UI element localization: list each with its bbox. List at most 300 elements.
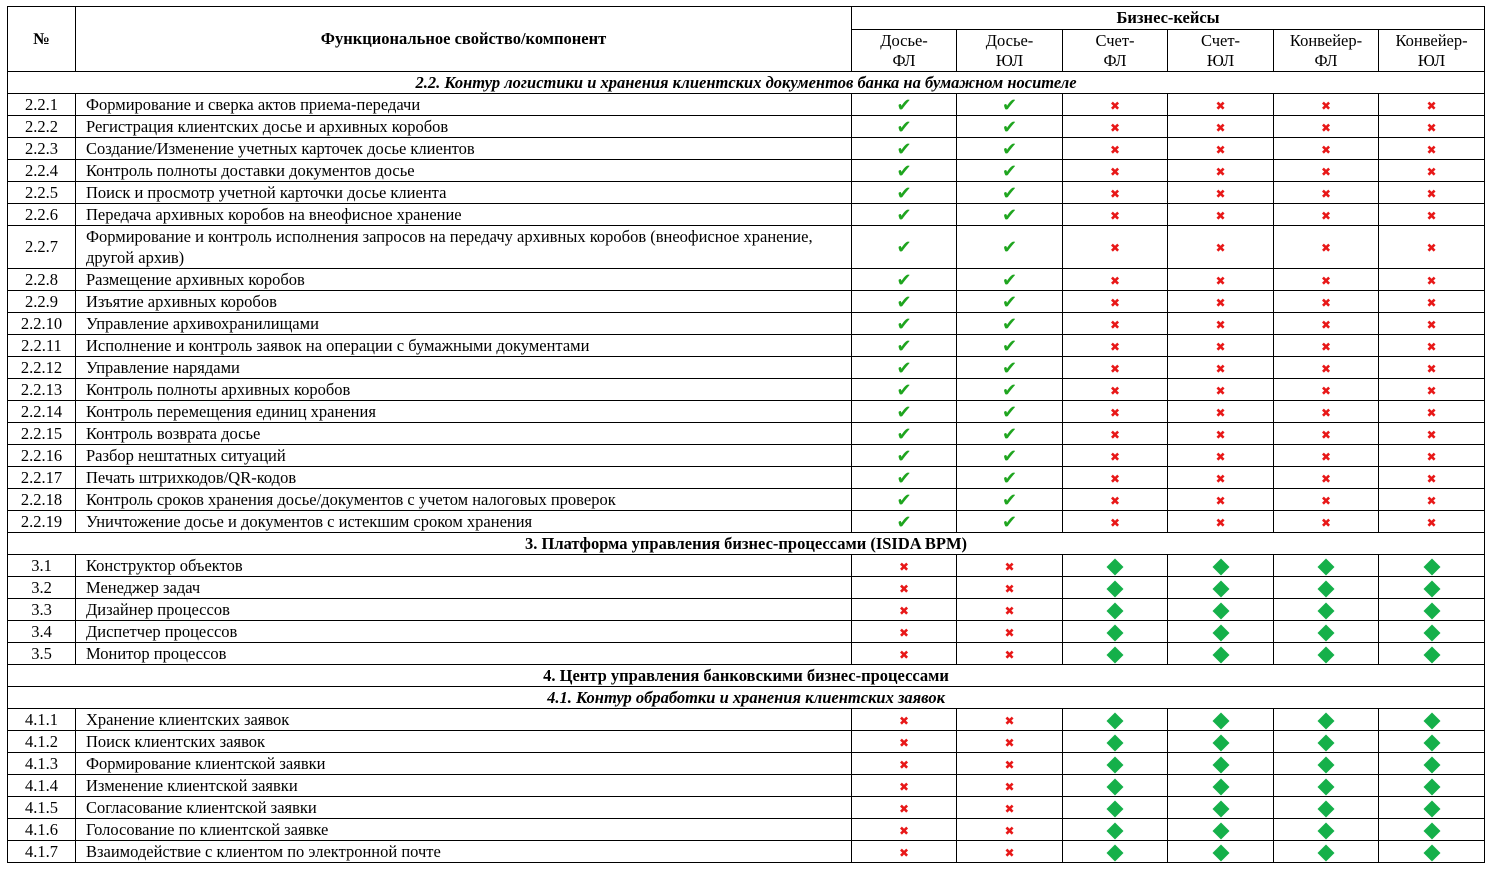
mark-cell [1379,94,1485,116]
mark-cell [957,204,1063,226]
row-number: 2.2.9 [8,291,76,313]
cross-icon: ✖ [1109,339,1121,354]
header-col-line1: Счет- [1200,30,1241,50]
cross-icon: ✖ [1320,405,1332,420]
diamond-icon [1107,844,1124,861]
feature-name: Разбор нештатных ситуаций [76,445,852,467]
feature-name: Изъятие архивных коробов [76,291,852,313]
cross-icon: ✖ [1215,405,1226,420]
check-icon: ✔ [896,116,912,138]
check-icon: ✔ [896,401,912,423]
table-row [8,753,1485,775]
cross-icon: ✖ [1004,801,1015,816]
row-number: 4.1.7 [8,841,76,863]
diamond-icon [1212,778,1229,795]
mark-cell [1379,401,1485,423]
mark-cell [1063,335,1168,357]
mark-cell [1063,841,1168,863]
diamond-icon [1423,756,1440,773]
cross-icon: ✖ [1215,493,1226,508]
section-title: 3. Платформа управления бизнес-процессами (ISIDA BPM) [8,533,1485,555]
cross-icon: ✖ [1426,98,1437,113]
mark-cell [957,709,1063,731]
mark-cell [1168,116,1274,138]
header-col-line2: ЮЛ [1417,50,1446,70]
row-number: 2.2.10 [8,313,76,335]
cross-icon: ✖ [1109,317,1121,332]
cross-icon: ✖ [1004,823,1015,838]
diamond-icon [1318,580,1335,597]
row-number: 4.1.4 [8,775,76,797]
table-row [8,467,1485,489]
cross-icon: ✖ [1215,208,1226,223]
mark-cell [1168,138,1274,160]
mark-cell [1168,401,1274,423]
cross-icon: ✖ [1109,120,1121,135]
mark-cell [1379,731,1485,753]
cross-icon: ✖ [898,647,910,662]
check-icon: ✔ [1001,237,1018,259]
mark-cell [852,643,957,665]
table-row [8,291,1485,313]
mark-cell [1274,116,1379,138]
diamond-icon [1318,844,1335,861]
mark-cell [1168,467,1274,489]
cross-icon: ✖ [1320,142,1332,157]
mark-cell [852,138,957,160]
mark-cell [957,445,1063,467]
table-row [8,599,1485,621]
table-row [8,226,1485,269]
diamond-icon [1423,580,1440,597]
mark-cell [1168,797,1274,819]
mark-cell [1063,226,1168,269]
section-title: 4.1. Контур обработки и хранения клиентских заявок [8,687,1485,709]
mark-cell [957,643,1063,665]
mark-cell [852,182,957,204]
table-row [8,709,1485,731]
diamond-icon [1107,646,1124,663]
header-col-line2: ФЛ [892,50,916,70]
diamond-icon [1107,734,1124,751]
diamond-icon [1212,558,1229,575]
feature-name: Размещение архивных коробов [76,269,852,291]
mark-cell [852,731,957,753]
mark-cell [1274,138,1379,160]
mark-cell [852,555,957,577]
cross-icon: ✖ [898,757,910,772]
feature-name: Контроль возврата досье [76,423,852,445]
mark-cell [1379,445,1485,467]
mark-cell [1274,841,1379,863]
cross-icon: ✖ [1426,449,1437,464]
mark-cell [1168,445,1274,467]
feature-name: Поиск и просмотр учетной карточки досье клиента [76,182,852,204]
mark-cell [1063,291,1168,313]
mark-cell [1274,204,1379,226]
mark-cell [1274,753,1379,775]
diamond-icon [1212,756,1229,773]
mark-cell [1063,423,1168,445]
cross-icon: ✖ [1426,295,1437,310]
mark-cell [852,467,957,489]
cross-icon: ✖ [1426,515,1437,530]
row-number: 2.2.18 [8,489,76,511]
diamond-icon [1318,712,1335,729]
mark-cell [1379,489,1485,511]
check-icon: ✔ [896,489,912,511]
mark-cell [1379,511,1485,533]
mark-cell [852,269,957,291]
cross-icon: ✖ [1426,339,1437,354]
mark-cell [1168,599,1274,621]
mark-cell [852,423,957,445]
mark-cell [852,489,957,511]
mark-cell [1168,291,1274,313]
feature-name: Контроль перемещения единиц хранения [76,401,852,423]
diamond-icon [1318,756,1335,773]
cross-icon: ✖ [1426,317,1437,332]
mark-cell [957,841,1063,863]
mark-cell [1379,357,1485,379]
mark-cell [1274,269,1379,291]
feature-name: Диспетчер процессов [76,621,852,643]
header-col-2 [957,30,1063,72]
mark-cell [1168,577,1274,599]
diamond-icon [1107,822,1124,839]
cross-icon: ✖ [1426,471,1437,486]
mark-cell [1379,379,1485,401]
mark-cell [852,577,957,599]
diamond-icon [1318,558,1335,575]
check-icon: ✔ [896,511,912,533]
diamond-icon [1212,822,1229,839]
cross-icon: ✖ [1320,186,1332,201]
diamond-icon [1423,624,1440,641]
mark-cell [1063,357,1168,379]
cross-icon: ✖ [1320,471,1332,486]
diamond-icon [1423,602,1440,619]
mark-cell [957,797,1063,819]
diamond-icon [1318,646,1335,663]
cross-icon: ✖ [898,581,910,596]
mark-cell [1063,621,1168,643]
cross-icon: ✖ [1426,142,1437,157]
header-col-line1: Конвейер- [1289,30,1363,50]
check-icon: ✔ [896,94,912,116]
mark-cell [957,116,1063,138]
mark-cell [1274,401,1379,423]
check-icon: ✔ [1001,269,1018,291]
row-number: 2.2.6 [8,204,76,226]
cross-icon: ✖ [1320,295,1332,310]
row-number: 3.2 [8,577,76,599]
check-icon: ✔ [1001,182,1018,204]
feature-matrix-table [7,6,1485,863]
row-number: 4.1.3 [8,753,76,775]
mark-cell [1168,709,1274,731]
diamond-icon [1107,580,1124,597]
diamond-icon [1212,646,1229,663]
mark-cell [957,577,1063,599]
cross-icon: ✖ [1215,142,1226,157]
feature-name: Взаимодействие с клиентом по электронной почте [76,841,852,863]
mark-cell [1274,445,1379,467]
cross-icon: ✖ [1215,295,1226,310]
mark-cell [1379,335,1485,357]
feature-name: Управление нарядами [76,357,852,379]
table-row [8,841,1485,863]
mark-cell [852,335,957,357]
check-icon: ✔ [1001,489,1018,511]
row-number: 2.2.12 [8,357,76,379]
mark-cell [1063,160,1168,182]
header-col-3 [1063,30,1168,72]
mark-cell [1379,643,1485,665]
mark-cell [1379,841,1485,863]
mark-cell [852,599,957,621]
cross-icon: ✖ [1426,241,1437,256]
table-row [8,335,1485,357]
mark-cell [957,731,1063,753]
cross-icon: ✖ [1426,361,1437,376]
row-number: 2.2.7 [8,226,76,269]
table-row [8,379,1485,401]
cross-icon: ✖ [1004,647,1015,662]
table-row [8,445,1485,467]
mark-cell [1379,577,1485,599]
diamond-icon [1212,602,1229,619]
diamond-icon [1423,800,1440,817]
table-row [8,577,1485,599]
table-row [8,313,1485,335]
mark-cell [1379,599,1485,621]
mark-cell [957,138,1063,160]
mark-cell [1063,379,1168,401]
cross-icon: ✖ [1109,427,1121,442]
cross-icon: ✖ [1215,515,1226,530]
diamond-icon [1423,558,1440,575]
mark-cell [1274,489,1379,511]
cross-icon: ✖ [1215,471,1226,486]
cross-icon: ✖ [1215,383,1226,398]
table-row [8,204,1485,226]
check-icon: ✔ [1001,160,1018,182]
check-icon: ✔ [1001,379,1018,401]
cross-icon: ✖ [1426,120,1437,135]
cross-icon: ✖ [1426,273,1437,288]
diamond-icon [1318,800,1335,817]
mark-cell [1168,511,1274,533]
mark-cell [852,819,957,841]
mark-cell [957,775,1063,797]
diamond-icon [1212,800,1229,817]
mark-cell [957,291,1063,313]
mark-cell [852,226,957,269]
mark-cell [1063,269,1168,291]
feature-name: Контроль полноты архивных коробов [76,379,852,401]
mark-cell [957,357,1063,379]
cross-icon: ✖ [1004,559,1015,574]
feature-name: Формирование и сверка актов приема-передачи [76,94,852,116]
feature-name: Менеджер задач [76,577,852,599]
mark-cell [852,797,957,819]
mark-cell [1168,335,1274,357]
mark-cell [1168,423,1274,445]
cross-icon: ✖ [1004,713,1015,728]
section-row [8,665,1485,687]
mark-cell [1063,116,1168,138]
mark-cell [957,335,1063,357]
cross-icon: ✖ [1215,241,1226,256]
feature-name: Передача архивных коробов на внеофисное хранение [76,204,852,226]
table-row [8,797,1485,819]
cross-icon: ✖ [1109,405,1121,420]
cross-icon: ✖ [1004,581,1015,596]
mark-cell [1379,116,1485,138]
cross-icon: ✖ [1109,164,1121,179]
row-number: 2.2.11 [8,335,76,357]
mark-cell [1274,94,1379,116]
check-icon: ✔ [896,313,912,335]
check-icon: ✔ [896,423,912,445]
mark-cell [1063,204,1168,226]
cross-icon: ✖ [898,603,910,618]
mark-cell [852,511,957,533]
mark-cell [852,753,957,775]
mark-cell [1168,775,1274,797]
mark-cell [1168,226,1274,269]
check-icon: ✔ [1001,291,1018,313]
mark-cell [852,445,957,467]
diamond-icon [1318,778,1335,795]
row-number: 2.2.3 [8,138,76,160]
diamond-icon [1107,558,1124,575]
section-row [8,72,1485,94]
feature-name: Голосование по клиентской заявке [76,819,852,841]
mark-cell [1168,357,1274,379]
check-icon: ✔ [1001,511,1018,533]
mark-cell [1379,269,1485,291]
mark-cell [1168,313,1274,335]
table-row [8,269,1485,291]
table-row [8,160,1485,182]
cross-icon: ✖ [1109,241,1121,256]
cross-icon: ✖ [898,801,910,816]
diamond-icon [1423,844,1440,861]
table-row [8,819,1485,841]
mark-cell [957,555,1063,577]
cross-icon: ✖ [898,735,910,750]
mark-cell [957,182,1063,204]
mark-cell [957,467,1063,489]
table-row [8,116,1485,138]
mark-cell [1168,753,1274,775]
mark-cell [1063,94,1168,116]
diamond-icon [1107,778,1124,795]
mark-cell [1168,182,1274,204]
cross-icon: ✖ [1109,383,1121,398]
mark-cell [1379,621,1485,643]
feature-name: Контроль сроков хранения досье/документов с учетом налоговых проверок [76,489,852,511]
diamond-icon [1318,822,1335,839]
cross-icon: ✖ [1109,361,1121,376]
mark-cell [1168,643,1274,665]
row-number: 4.1.5 [8,797,76,819]
mark-cell [852,160,957,182]
diamond-icon [1107,756,1124,773]
mark-cell [1168,731,1274,753]
cross-icon: ✖ [898,779,910,794]
feature-name: Монитор процессов [76,643,852,665]
header-col-line1: Конвейер- [1395,30,1468,50]
feature-name: Хранение клиентских заявок [76,709,852,731]
section-row [8,533,1485,555]
cross-icon: ✖ [1320,427,1332,442]
cross-icon: ✖ [1215,427,1226,442]
mark-cell [1379,709,1485,731]
header-col-line1: Счет- [1095,30,1135,50]
mark-cell [1274,555,1379,577]
row-number: 4.1.6 [8,819,76,841]
diamond-icon [1107,800,1124,817]
mark-cell [1063,401,1168,423]
mark-cell [957,511,1063,533]
mark-cell [1379,467,1485,489]
diamond-icon [1423,646,1440,663]
diamond-icon [1212,712,1229,729]
diamond-icon [1212,844,1229,861]
row-number: 2.2.5 [8,182,76,204]
mark-cell [1168,489,1274,511]
diamond-icon [1212,734,1229,751]
cross-icon: ✖ [1109,493,1121,508]
mark-cell [1063,511,1168,533]
diamond-icon [1212,580,1229,597]
feature-name: Управление архивохранилищами [76,313,852,335]
cross-icon: ✖ [1215,273,1226,288]
check-icon: ✔ [896,357,912,379]
mark-cell [1274,357,1379,379]
mark-cell [1063,775,1168,797]
header-feature: Функциональное свойство/компонент [76,7,852,72]
check-icon: ✔ [1001,313,1018,335]
feature-name: Формирование и контроль исполнения запросов на передачу архивных коробов (внеофисное хранение, другой архив) [76,226,852,269]
mark-cell [852,621,957,643]
feature-name: Контроль полноты доставки документов досье [76,160,852,182]
check-icon: ✔ [896,291,912,313]
mark-cell [1274,182,1379,204]
table-row [8,511,1485,533]
cross-icon: ✖ [1004,603,1015,618]
cross-icon: ✖ [1004,757,1015,772]
feature-name: Конструктор объектов [76,555,852,577]
row-number: 2.2.15 [8,423,76,445]
mark-cell [1274,379,1379,401]
feature-name: Уничтожение досье и документов с истекшим сроком хранения [76,511,852,533]
header-business-cases: Бизнес-кейсы [852,7,1485,30]
check-icon: ✔ [1001,401,1018,423]
cross-icon: ✖ [898,845,910,860]
check-icon: ✔ [896,269,912,291]
row-number: 2.2.19 [8,511,76,533]
diamond-icon [1318,624,1335,641]
cross-icon: ✖ [1426,427,1437,442]
row-number: 3.4 [8,621,76,643]
cross-icon: ✖ [1320,383,1332,398]
cross-icon: ✖ [1109,142,1121,157]
feature-name: Согласование клиентской заявки [76,797,852,819]
